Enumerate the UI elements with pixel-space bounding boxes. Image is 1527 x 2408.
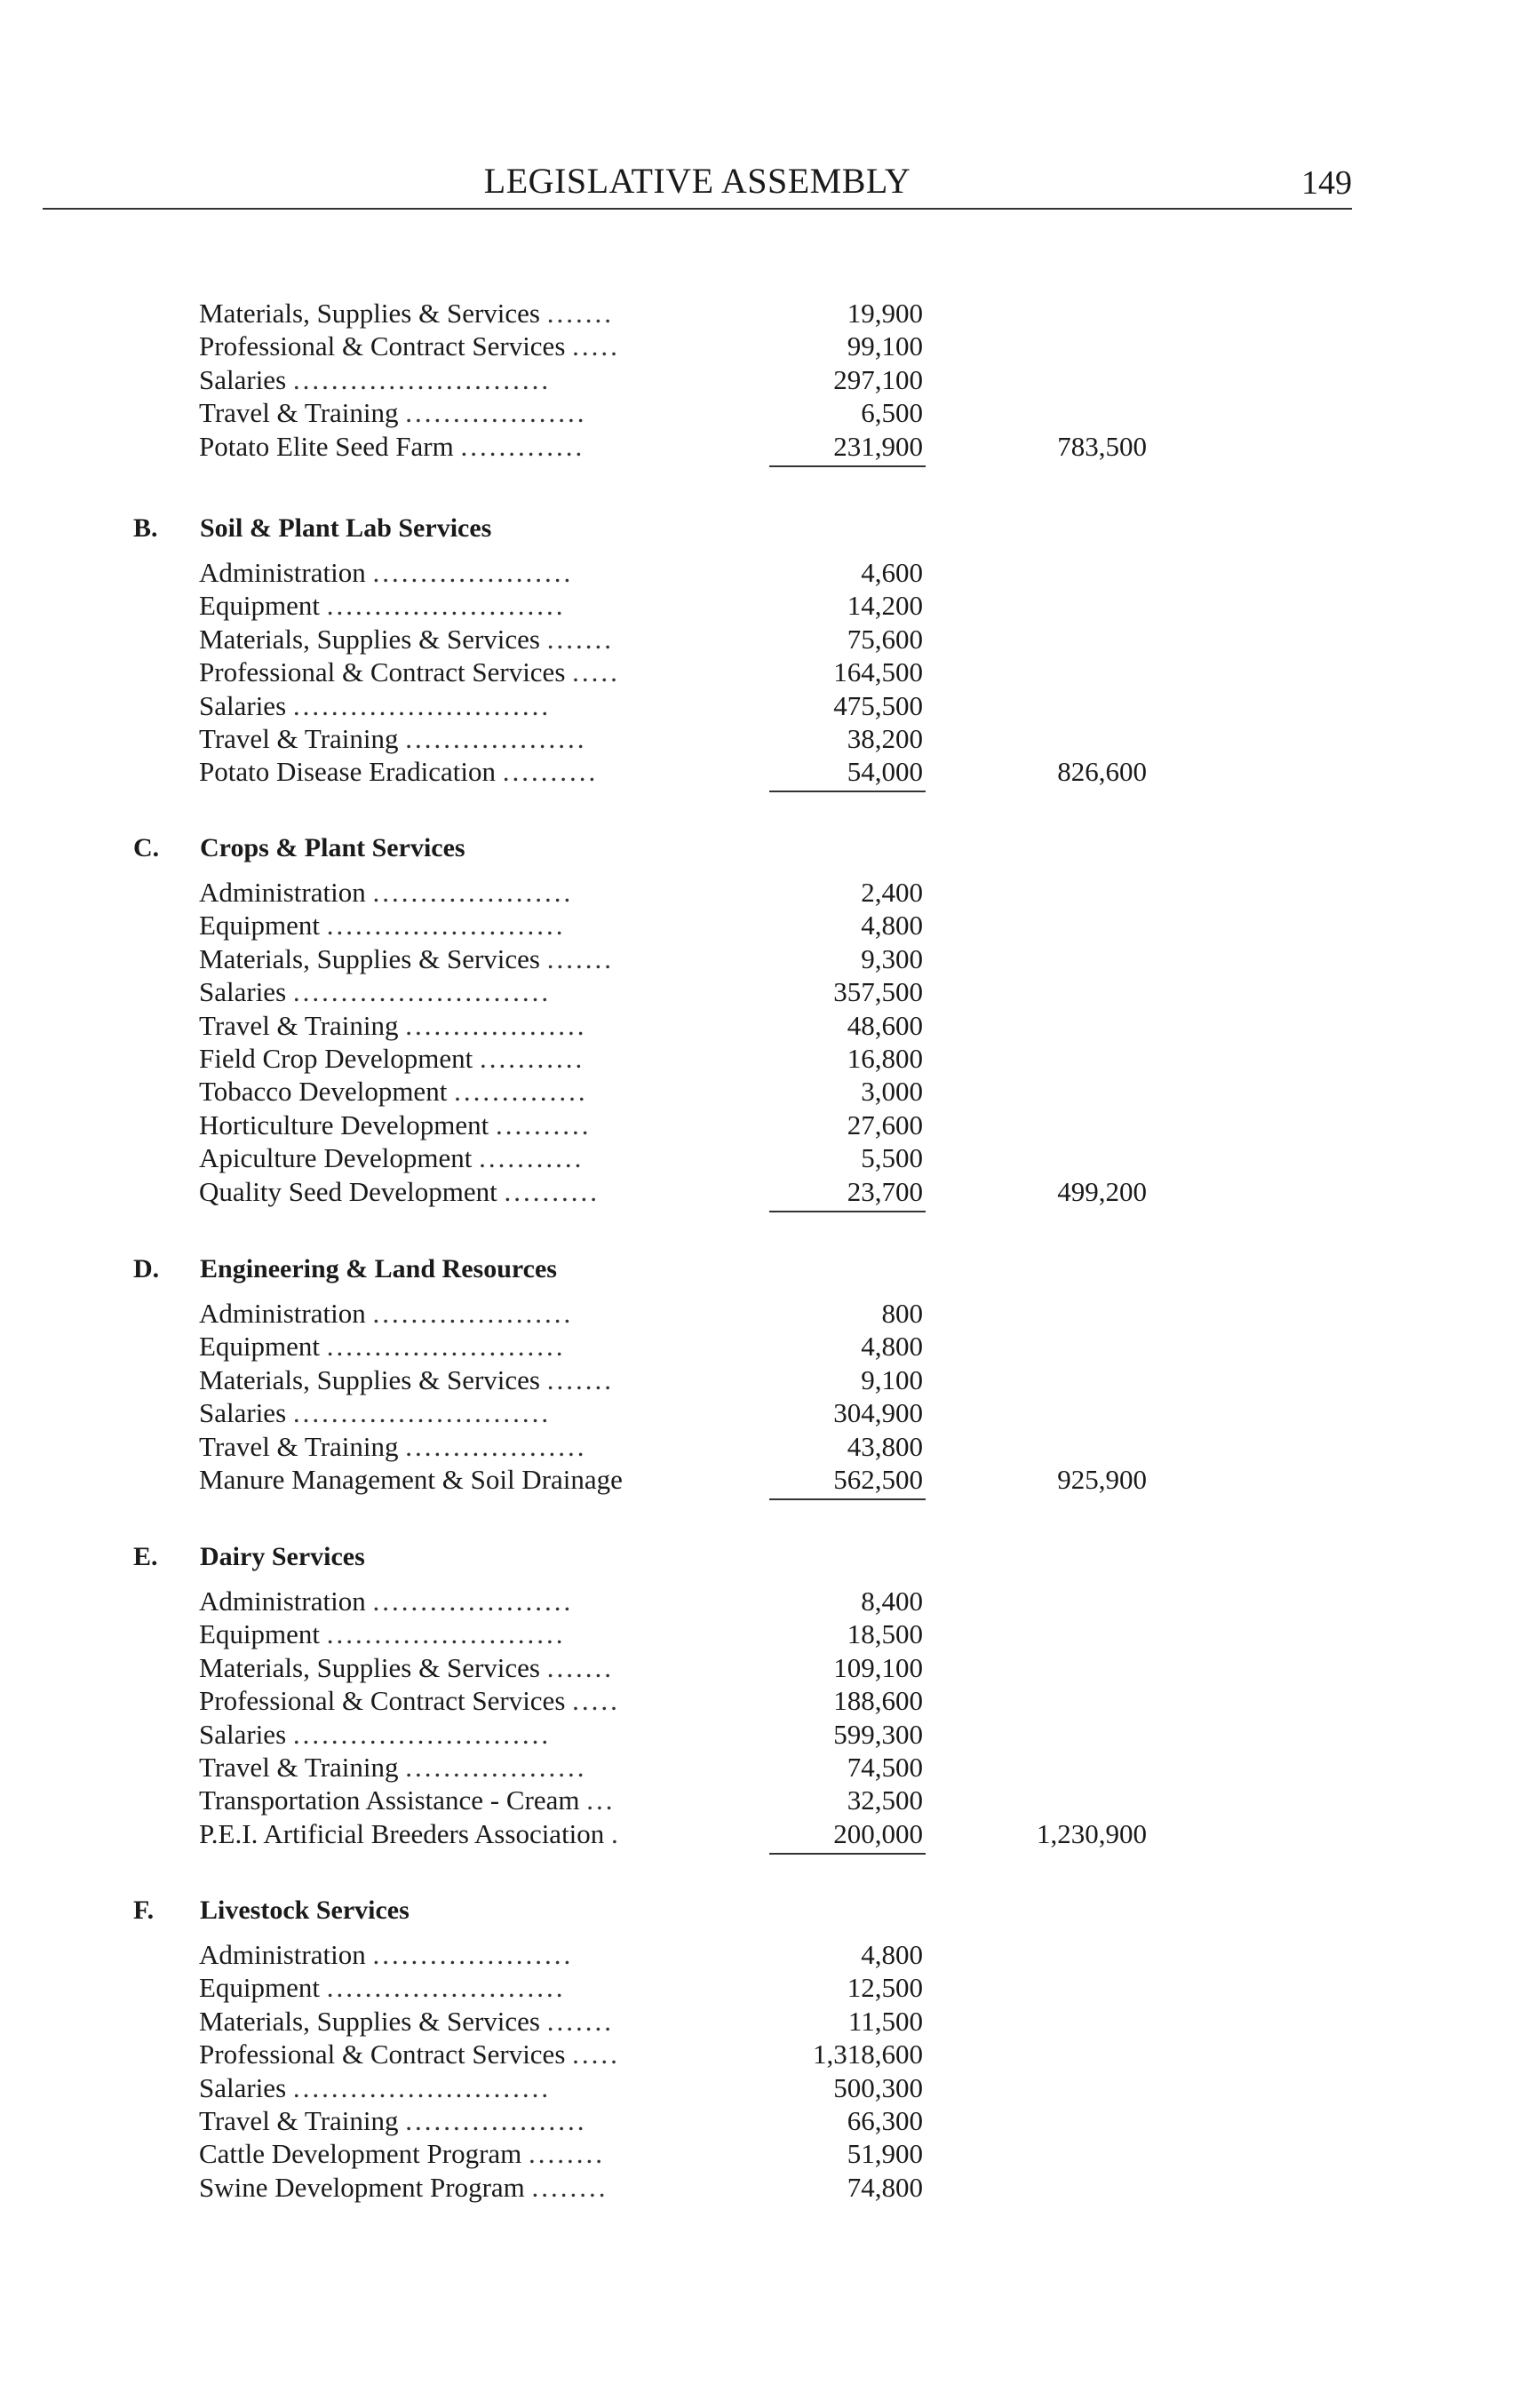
- line-item-amount: 800: [881, 1298, 923, 1329]
- line-item-amount: 11,500: [847, 2005, 923, 2037]
- line-item-amount: 4,800: [861, 910, 923, 942]
- line-item-label: [199, 2005, 705, 2038]
- line-item-text: Travel & Training: [199, 397, 406, 429]
- line-item-text: Travel & Training: [199, 2105, 406, 2136]
- line-item-label: [199, 1141, 705, 1174]
- line-item-label: [199, 623, 705, 656]
- line-item-label: [199, 297, 705, 330]
- dot-leader: ...........................: [292, 976, 552, 1008]
- line-item-amount: 18,500: [847, 1618, 923, 1650]
- line-item-amount: 188,600: [833, 1685, 923, 1717]
- line-item-amount: 357,500: [833, 976, 923, 1008]
- line-item-text: Swine Development Program: [199, 2171, 532, 2203]
- line-item: [0, 876, 1527, 909]
- dot-leader: .......: [546, 1363, 614, 1395]
- line-item-text: Potato Disease Eradication: [199, 756, 503, 788]
- subtotal-rule: [769, 465, 926, 467]
- line-item-label: [199, 1684, 705, 1717]
- line-item-amount: 8,400: [861, 1585, 923, 1617]
- dot-leader: .........................: [326, 1618, 566, 1650]
- line-item-text: Salaries: [199, 2071, 293, 2103]
- line-item: [0, 1042, 1527, 1075]
- line-item-label: [199, 396, 705, 429]
- dot-leader: ...........................: [292, 363, 552, 395]
- line-item-label: [199, 722, 705, 755]
- line-item-text: Materials, Supplies & Services: [199, 2005, 547, 2037]
- line-item: [0, 1751, 1527, 1784]
- line-item-amount: 562,500: [833, 1464, 923, 1495]
- section-letter: D.: [133, 1254, 160, 1283]
- line-item-label: [199, 975, 705, 1008]
- line-item-amount: 12,500: [847, 1972, 923, 2004]
- line-item-amount: 14,200: [847, 590, 923, 622]
- line-item-text: Travel & Training: [199, 1009, 406, 1041]
- line-item-label: [199, 1617, 705, 1650]
- dot-leader: .: [611, 1817, 621, 1849]
- line-item-label: [199, 1075, 705, 1108]
- section-title: Dairy Services: [200, 1542, 365, 1571]
- line-item-amount: 9,300: [861, 942, 923, 974]
- dot-leader: .....: [572, 1685, 620, 1717]
- subtotal-rule: [769, 1211, 926, 1212]
- line-item-label: [199, 1585, 705, 1617]
- line-item: [0, 656, 1527, 688]
- line-item: [0, 1585, 1527, 1617]
- dot-leader: ...........: [479, 1142, 585, 1174]
- line-item: [0, 975, 1527, 1008]
- line-item: [0, 2104, 1527, 2137]
- line-item-text: Materials, Supplies & Services: [199, 1363, 547, 1395]
- line-item-text: Cattle Development Program: [199, 2138, 529, 2170]
- line-item: [0, 1718, 1527, 1751]
- line-item-text: Materials, Supplies & Services: [199, 1651, 547, 1683]
- dot-leader: ...................: [405, 397, 587, 429]
- line-item-label: [199, 2137, 705, 2170]
- line-item-text: Salaries: [199, 363, 293, 395]
- line-item-label: [199, 942, 705, 975]
- line-item-text: Travel & Training: [199, 1752, 406, 1783]
- dot-leader: .....................: [372, 877, 574, 908]
- line-item-amount: 51,900: [847, 2138, 923, 2170]
- line-item: [0, 1330, 1527, 1363]
- line-item-text: Materials, Supplies & Services: [199, 942, 547, 974]
- line-item-amount: 48,600: [847, 1009, 923, 1041]
- line-item-label: [199, 1363, 705, 1396]
- line-item-label: [199, 1971, 705, 2004]
- line-item-text: Administration: [199, 557, 373, 588]
- dot-leader: .......: [546, 2005, 614, 2037]
- line-item: [0, 2171, 1527, 2204]
- line-item-text: Materials, Supplies & Services: [199, 298, 547, 329]
- line-item-label: [199, 656, 705, 688]
- line-item: [0, 1396, 1527, 1429]
- line-item: [0, 1009, 1527, 1042]
- line-item-label: [199, 1175, 705, 1208]
- dot-leader: ........: [531, 2171, 608, 2203]
- dot-leader: ...................: [405, 1430, 587, 1462]
- line-item-label: [199, 1938, 705, 1971]
- line-item: [0, 2038, 1527, 2070]
- line-item-text: Professional & Contract Services: [199, 656, 573, 688]
- line-item: [0, 1175, 1527, 1208]
- line-item-amount: 54,000: [847, 756, 923, 788]
- line-item-text: Quality Seed Development: [199, 1175, 505, 1207]
- line-item: [0, 589, 1527, 622]
- dot-leader: ...........................: [292, 1718, 552, 1750]
- line-item-amount: 6,500: [861, 397, 923, 429]
- line-item-text: Travel & Training: [199, 1430, 406, 1462]
- page-title: LEGISLATIVE ASSEMBLY: [483, 161, 911, 201]
- line-item-label: [199, 430, 705, 463]
- dot-leader: .....: [572, 330, 620, 362]
- dot-leader: .........................: [326, 910, 566, 942]
- line-item-amount: 475,500: [833, 689, 923, 721]
- dot-leader: ...................: [405, 1009, 587, 1041]
- line-item-label: [199, 689, 705, 722]
- dot-leader: ...................: [405, 723, 587, 754]
- line-item: [0, 909, 1527, 942]
- line-item-amount: 32,500: [847, 1784, 923, 1816]
- dot-leader: .....: [572, 656, 620, 688]
- line-item: [0, 1817, 1527, 1850]
- line-item: [0, 689, 1527, 722]
- dot-leader: .......: [546, 298, 614, 329]
- line-item: [0, 942, 1527, 975]
- line-item-label: [199, 1109, 705, 1141]
- dot-leader: ..........: [496, 1109, 592, 1140]
- line-item-text: Transportation Assistance - Cream: [199, 1784, 587, 1816]
- line-item: [0, 755, 1527, 788]
- line-item: [0, 1684, 1527, 1717]
- line-item-label: [199, 1009, 705, 1042]
- line-item-label: [199, 1718, 705, 1751]
- line-item-amount: 66,300: [847, 2105, 923, 2136]
- line-item-amount: 5,500: [861, 1142, 923, 1174]
- line-item-label: [199, 1396, 705, 1429]
- line-item-text: Equipment: [199, 910, 327, 942]
- line-item-label: [199, 1297, 705, 1330]
- line-item-label: [199, 1651, 705, 1684]
- dot-leader: .....................: [372, 1298, 574, 1329]
- line-item: [0, 2071, 1527, 2104]
- line-item-amount: 4,800: [861, 1331, 923, 1363]
- dot-leader: .........................: [326, 1331, 566, 1363]
- dot-leader: ...........................: [292, 689, 552, 721]
- section-title: Soil & Plant Lab Services: [200, 513, 492, 543]
- line-item-text: Equipment: [199, 590, 327, 622]
- line-item-label: [199, 589, 705, 622]
- subtotal-rule: [769, 791, 926, 792]
- line-item-amount: 297,100: [833, 363, 923, 395]
- dot-leader: ...................: [405, 2105, 587, 2136]
- section-total: 499,200: [1057, 1175, 1147, 1207]
- line-item-label: [199, 1330, 705, 1363]
- line-item: [0, 363, 1527, 396]
- dot-leader: .......: [546, 942, 614, 974]
- line-item: [0, 1297, 1527, 1330]
- line-item-label: [199, 755, 705, 788]
- line-item-amount: 23,700: [847, 1175, 923, 1207]
- line-item-label: [199, 909, 705, 942]
- subtotal-rule: [769, 1853, 926, 1855]
- section-title: Livestock Services: [200, 1895, 410, 1925]
- section-total: 925,900: [1057, 1464, 1147, 1495]
- dot-leader: ...........: [479, 1043, 585, 1074]
- dot-leader: .....: [572, 2038, 620, 2070]
- line-item: [0, 1363, 1527, 1396]
- line-item-amount: 231,900: [833, 430, 923, 462]
- line-item-label: [199, 363, 705, 396]
- line-item: [0, 556, 1527, 589]
- line-item-amount: 9,100: [861, 1363, 923, 1395]
- line-item: [0, 2137, 1527, 2170]
- line-item-label: [199, 330, 705, 362]
- line-item-amount: 27,600: [847, 1109, 923, 1140]
- line-item-amount: 4,800: [861, 1939, 923, 1970]
- line-item: [0, 1938, 1527, 1971]
- line-item-amount: 4,600: [861, 557, 923, 588]
- section-letter: C.: [133, 833, 160, 862]
- line-item-label: [199, 1463, 705, 1496]
- dot-leader: .............: [460, 430, 585, 462]
- section-letter: F.: [133, 1895, 155, 1925]
- line-item-text: Horticulture Development: [199, 1109, 497, 1140]
- line-item-label: [199, 556, 705, 589]
- line-item-amount: 164,500: [833, 656, 923, 688]
- line-item-text: Manure Management & Soil Drainage: [199, 1464, 623, 1495]
- line-item-text: Salaries: [199, 1397, 293, 1429]
- line-item: [0, 430, 1527, 463]
- page-header: [43, 156, 1352, 210]
- line-item: [0, 1971, 1527, 2004]
- line-item-text: Field Crop Development: [199, 1043, 480, 1074]
- line-item-text: Administration: [199, 877, 373, 908]
- line-item-amount: 16,800: [847, 1043, 923, 1074]
- line-item-label: [199, 1817, 705, 1850]
- line-item-text: Salaries: [199, 1718, 293, 1750]
- line-item-text: Administration: [199, 1939, 373, 1970]
- line-item-text: Administration: [199, 1585, 373, 1617]
- dot-leader: ..............: [454, 1076, 588, 1108]
- section-letter: E.: [133, 1542, 158, 1571]
- line-item-text: Professional & Contract Services: [199, 330, 573, 362]
- subtotal-rule: [769, 1498, 926, 1500]
- dot-leader: ...........................: [292, 2071, 552, 2103]
- section-total: 1,230,900: [1037, 1817, 1147, 1849]
- line-item: [0, 2005, 1527, 2038]
- line-item: [0, 623, 1527, 656]
- line-item-text: P.E.I. Artificial Breeders Association: [199, 1817, 612, 1849]
- line-item-amount: 2,400: [861, 877, 923, 908]
- line-item-amount: 500,300: [833, 2071, 923, 2103]
- line-item-text: Tobacco Development: [199, 1076, 455, 1108]
- line-item-text: Salaries: [199, 689, 293, 721]
- line-item-text: Equipment: [199, 1618, 327, 1650]
- line-item-text: Professional & Contract Services: [199, 2038, 573, 2070]
- section-title: Crops & Plant Services: [200, 833, 465, 862]
- line-item: [0, 722, 1527, 755]
- line-item-label: [199, 1751, 705, 1784]
- dot-leader: .....................: [372, 1585, 574, 1617]
- dot-leader: ........: [529, 2138, 606, 2170]
- dot-leader: ...: [586, 1784, 616, 1816]
- dot-leader: .........................: [326, 1972, 566, 2004]
- line-item-amount: 38,200: [847, 723, 923, 754]
- line-item: [0, 1141, 1527, 1174]
- section-title: Engineering & Land Resources: [200, 1254, 557, 1283]
- line-item: [0, 330, 1527, 362]
- line-item-amount: 109,100: [833, 1651, 923, 1683]
- line-item-amount: 74,800: [847, 2171, 923, 2203]
- line-item-label: [199, 1784, 705, 1816]
- section-total: 783,500: [1057, 430, 1147, 462]
- line-item: [0, 297, 1527, 330]
- line-item-amount: 200,000: [833, 1817, 923, 1849]
- line-item: [0, 1617, 1527, 1650]
- line-item: [0, 1463, 1527, 1496]
- dot-leader: .....................: [372, 1939, 574, 1970]
- line-item-label: [199, 1430, 705, 1463]
- line-item-text: Professional & Contract Services: [199, 1685, 573, 1717]
- line-item-text: Salaries: [199, 976, 293, 1008]
- line-item-amount: 19,900: [847, 298, 923, 329]
- line-item: [0, 1109, 1527, 1141]
- line-item-text: Equipment: [199, 1331, 327, 1363]
- dot-leader: ..........: [504, 1175, 600, 1207]
- line-item: [0, 396, 1527, 429]
- section-letter: B.: [133, 513, 158, 543]
- line-item-text: Equipment: [199, 1972, 327, 2004]
- line-item-text: Apiculture Development: [199, 1142, 480, 1174]
- line-item-label: [199, 2171, 705, 2204]
- line-item-label: [199, 2071, 705, 2104]
- line-item: [0, 1430, 1527, 1463]
- line-item: [0, 1651, 1527, 1684]
- section-total: 826,600: [1057, 756, 1147, 788]
- dot-leader: ...................: [405, 1752, 587, 1783]
- line-item-amount: 599,300: [833, 1718, 923, 1750]
- dot-leader: ...........................: [292, 1397, 552, 1429]
- line-item: [0, 1075, 1527, 1108]
- line-item-amount: 304,900: [833, 1397, 923, 1429]
- line-item-amount: 99,100: [847, 330, 923, 362]
- page-number: 149: [1301, 164, 1352, 202]
- line-item: [0, 1784, 1527, 1816]
- line-item-label: [199, 1042, 705, 1075]
- line-item-text: Materials, Supplies & Services: [199, 623, 547, 655]
- line-item-text: Travel & Training: [199, 723, 406, 754]
- line-item-amount: 74,500: [847, 1752, 923, 1783]
- dot-leader: .........................: [326, 590, 566, 622]
- line-item-label: [199, 2038, 705, 2070]
- line-item-amount: 75,600: [847, 623, 923, 655]
- dot-leader: .....................: [372, 557, 574, 588]
- line-item-text: Administration: [199, 1298, 373, 1329]
- line-item-label: [199, 2104, 705, 2137]
- line-item-amount: 3,000: [861, 1076, 923, 1108]
- line-item-amount: 1,318,600: [813, 2038, 923, 2070]
- dot-leader: .......: [546, 623, 614, 655]
- line-item-label: [199, 876, 705, 909]
- dot-leader: ..........: [502, 756, 599, 788]
- line-item-text: Potato Elite Seed Farm: [199, 430, 461, 462]
- dot-leader: .......: [546, 1651, 614, 1683]
- line-item-amount: 43,800: [847, 1430, 923, 1462]
